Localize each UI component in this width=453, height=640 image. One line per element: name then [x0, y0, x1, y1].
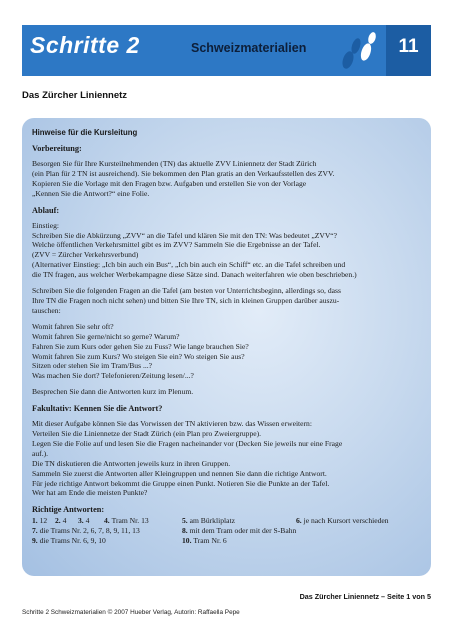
answers-row [32, 516, 424, 526]
answer-number: 3. [78, 516, 84, 526]
text-line: Schreiben Sie die folgenden Fragen an die Tafel (am besten vor Unterrichtsbeginn, allerdings so, dass [32, 286, 341, 296]
footer-page-indicator: Das Zürcher Liniennetz – Seite 1 von 5 [299, 592, 431, 601]
question-line: Sitzen oder stehen Sie im Tram/Bus ...? [32, 361, 153, 371]
ablauf-fragen [32, 322, 424, 381]
question-line: Womit fahren Sie sehr oft? [32, 321, 114, 331]
text-line: Welche öffentlichen Verkehrsmittel gibt es im ZVV? Sammeln Sie die Ergebnisse an der Tafel. [32, 240, 321, 250]
text-line: Die TN diskutieren die Antworten jeweils kurz in ihren Gruppen. [32, 458, 231, 468]
answer-number: 5. [182, 516, 188, 526]
text-line: (Alternativer Einstieg: „Ich bin auch ein Bus“, „Ich bin auch ein Schiff“ etc. an die Tafel schreiben und [32, 260, 346, 270]
answer-item [182, 526, 296, 536]
answer-number: 7. [32, 526, 38, 536]
text-line: (ein Plan für 2 TN ist ausreichend). Sie bekommen den Plan gratis an den Verkaufsstellen des ZVV. [32, 168, 335, 178]
heading-answers: Richtige Antworten: [32, 505, 105, 515]
answer-item [182, 536, 227, 546]
answers-row [32, 526, 424, 536]
text-line: (ZVV = Zürcher Verkehrsverbund) [32, 250, 139, 260]
text-line: Besprechen Sie dann die Antworten kurz im Plenum. [32, 387, 194, 397]
heading-ablauf: Ablauf: [32, 205, 60, 215]
answer-item [104, 516, 182, 526]
text-line: Mit dieser Aufgabe können Sie das Vorwissen der TN aktivieren bzw. das Wissen erweitern: [32, 419, 312, 429]
question-line: Fahren Sie zum Kurs oder gehen Sie zu Fuss? Wie lange brauchen Sie? [32, 341, 249, 351]
answer-text: am Bürkliplatz [189, 516, 235, 526]
answer-number: 2. [55, 516, 61, 526]
answer-text: 4 [62, 516, 67, 526]
answer-number: 4. [104, 516, 110, 526]
text-line: Für jede richtige Antwort bekommt die Gruppe einen Punkt. Notieren Sie die Punkte an der Tafel. [32, 478, 330, 488]
answer-number: 1. [32, 516, 38, 526]
text-line: Besorgen Sie für Ihre Kursteilnehmenden (TN) das aktuelle ZVV Liniennetz der Stadt Zürich [32, 159, 317, 168]
section-title: Das Zürcher Liniennetz [22, 90, 128, 101]
answer-number: 8. [182, 526, 188, 536]
footprints-icon [334, 30, 380, 74]
answer-text: Tram Nr. 6 [193, 536, 227, 546]
text-line: auf.). [32, 448, 49, 458]
vorbereitung-text [32, 159, 424, 199]
answers-list [32, 516, 424, 546]
answer-text: 12 [39, 516, 48, 526]
answer-text: je nach Kursort verschieden [303, 516, 389, 526]
answer-number: 10. [182, 536, 192, 546]
fakultativ-text [32, 419, 424, 498]
text-line: Wer hat am Ende die meisten Punkte? [32, 488, 148, 498]
answer-number: 6. [296, 516, 302, 526]
text-line: „Kennen Sie die Antwort?“ eine Folie. [32, 188, 150, 198]
answer-item [78, 516, 104, 526]
answer-item [296, 516, 389, 526]
answer-item [32, 536, 182, 546]
heading-vorbereitung: Vorbereitung: [32, 144, 82, 153]
text-line: Sammeln Sie zuerst die Antworten aller Kleingruppen und nennen Sie dann die richtige Antwort. [32, 468, 327, 478]
series-title: Schweizmaterialien [191, 41, 307, 55]
ablauf-fragen-intro [32, 286, 424, 316]
answer-text: mit dem Tram oder mit der S-Bahn [189, 526, 297, 536]
answer-text: Tram Nr. 13 [111, 516, 149, 526]
answers-row [32, 536, 424, 546]
answer-item [182, 516, 296, 526]
text-line: tauschen: [32, 305, 61, 315]
text-line: Schreiben Sie die Abkürzung „ZVV“ an die Tafel und klären Sie mit den TN: Was bedeutet „ZVV“? [32, 230, 338, 240]
answer-text: die Trams Nr. 2, 6, 7, 8, 9, 11, 13 [39, 526, 140, 536]
instructions-panel [22, 118, 431, 576]
question-line: Was machen Sie dort? Telefonieren/Zeitung lesen/...? [32, 371, 194, 381]
answer-text: die Trams Nr. 6, 9, 10 [39, 536, 106, 546]
text-line: Kopieren Sie die Vorlage mit den Fragen bzw. Aufgaben und erstellen Sie von der Vorlage [32, 178, 307, 188]
text-line: die TN fragen, aus welcher Werbekampagne diese Sätze sind. Danach weiterfahren wie oben beschrieben.) [32, 270, 357, 280]
ablauf-plenum [32, 387, 424, 397]
panel-title: Hinweise für die Kursleitung [32, 128, 138, 137]
question-line: Womit fahren Sie zum Kurs? Wo steigen Sie ein? Wo steigen Sie aus? [32, 351, 245, 361]
text-line: Legen Sie die Folie auf und lesen Sie die Fragen nacheinander vor (Decken Sie jeweils nur eine Frage [32, 438, 343, 448]
question-line: Womit fahren Sie gerne/nicht so gerne? Warum? [32, 331, 180, 341]
text-line: Verteilen Sie die Liniennetze der Stadt Zürich (ein Plan pro Zweiergruppe). [32, 429, 262, 439]
chapter-number: 11 [398, 36, 419, 57]
ablauf-einstieg [32, 221, 424, 280]
heading-fakultativ: Fakultativ: Kennen Sie die Antwort? [32, 404, 163, 414]
answer-item [55, 516, 78, 526]
text-line: Ihre TN die Fragen noch nicht sehen) und bitten Sie Ihre TN, sich in kleinen Gruppen darüber auszu- [32, 295, 340, 305]
answer-item [32, 516, 55, 526]
answer-text: 4 [85, 516, 90, 526]
footer-copyright: Schritte 2 Schweizmaterialien © 2007 Hueber Verlag, Autorin: Raffaella Pepe [22, 609, 240, 616]
brand-title: Schritte 2 [30, 32, 140, 58]
answer-item [32, 526, 182, 536]
text-line: Einstieg: [32, 220, 59, 230]
answer-number: 9. [32, 536, 38, 546]
